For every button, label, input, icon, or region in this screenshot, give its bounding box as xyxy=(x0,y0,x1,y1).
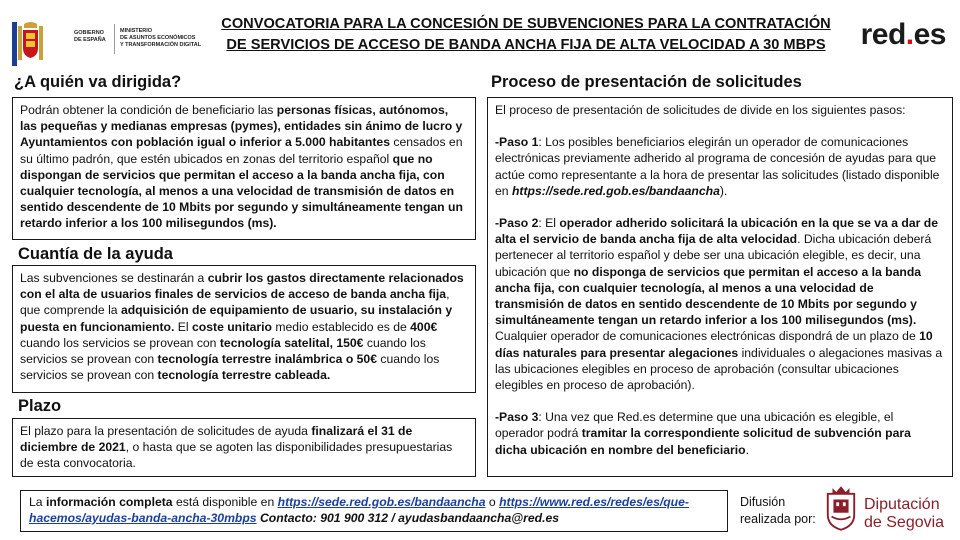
gobierno-logo xyxy=(6,10,206,60)
plazo-text: El plazo para la presentación de solicitudes de ayuda finalizará el 31 de diciembre de 2021, o hasta que se agoten las disponibilidades presupuestarias de esta convocatoria. xyxy=(20,424,453,471)
paso-1: -Paso 1: Los posibles beneficiarios elegirán un operador de comunicaciones electrónicas previamente adherido al programa de concesión de ayudas para que actúe como representante a la hora de presentar las solicitudes (listado disponible en https://sede.red.gob.es/bandaancha). xyxy=(495,135,940,198)
footer-link-red-es[interactable]: https://www.red.es/redes/es/que-hacemos/ayudas-banda-ancha-30mbps xyxy=(29,495,689,525)
gobierno-label xyxy=(74,30,106,44)
cuantia-text: Las subvenciones se destinarán a cubrir los gastos directamente relacionados con el alta de usuarios finales de servicios de acceso de banda ancha fija, que comprende la adquisición de equipamiento de usuario, su instalación y puesta en funcionamiento. El coste unitario medio establecido es de 400€ cuando los servicios se provean con tecnología satelital, 150€ cuando los servicios se provean con tecnología terrestre inalámbrica o 50€ cuando los servicios se provean con tecnología terrestre cableada. xyxy=(20,271,464,383)
quien-text: Podrán obtener la condición de beneficiario las personas físicas, autónomos, las pequeñas y medianas empresas (pymes), entidades sin ánimo de lucro y Ayuntamientos con población igual o inferior a 5.000 habitantes censados en su último padrón, que estén ubicados en zonas del territorio español que no dispongan de servicios que permitan el acceso a la banda ancha fija, con cualquier tecnología, al menos a una velocidad de transmisión de datos en sentido descendente de 10 Mbits por segundo y simultáneamente tengan un retardo inferior a los 100 milisegundos (ms). xyxy=(20,103,463,231)
box-cuantia xyxy=(12,265,476,393)
paso-3: -Paso 3: Una vez que Red.es determine que una ubicación es elegible, el operador podrá tramitar la correspondiente solicitud de subvención para dicha ubicación en nombre del beneficiario. xyxy=(495,410,911,457)
diputacion-crest-icon xyxy=(824,484,858,532)
difusion-label xyxy=(740,494,816,528)
title-line-1: CONVOCATORIA PARA LA CONCESIÓN DE SUBVENCIONES PARA LA CONTRATACIÓN xyxy=(221,16,831,32)
ministerio-line-2: DE ASUNTOS ECONÓMICOS xyxy=(120,35,196,41)
paso-1-link[interactable]: https://sede.red.gob.es/bandaancha xyxy=(511,183,720,198)
diputacion-line-2: de Segovia xyxy=(864,514,945,531)
box-quien xyxy=(12,97,476,240)
red-es-logo xyxy=(861,18,946,52)
heading-quien: ¿A quién va dirigida? xyxy=(14,73,182,91)
footer-link-sede[interactable]: https://sede.red.gob.es/bandaancha xyxy=(277,495,486,509)
ministerio-line-3: Y TRANSFORMACIÓN DIGITAL xyxy=(120,42,202,48)
difusion-line-2: realizada por: xyxy=(740,512,816,526)
box-plazo xyxy=(12,418,476,477)
logo-red: red xyxy=(860,18,906,51)
proceso-intro: El proceso de presentación de solicitudes de divide en los siguientes pasos: xyxy=(495,103,906,117)
page-title xyxy=(210,14,842,56)
logo-es: es xyxy=(913,18,946,51)
box-proceso xyxy=(487,97,953,477)
diputacion-logo-text xyxy=(864,496,944,532)
spain-coat-of-arms-icon xyxy=(12,22,74,66)
footer-text: La información completa está disponible en https://sede.red.gob.es/bandaancha o https://www.red.es/redes/es/que-hacemos/ayudas-banda-ancha-30mbps Contacto: 901 900 312 / ayudasbandaancha@red.es xyxy=(29,495,689,525)
difusion-line-1: Difusión xyxy=(740,495,786,509)
diputacion-line-1: Diputación xyxy=(864,496,940,513)
ministerio-label xyxy=(120,28,201,49)
heading-cuantia: Cuantía de la ayuda xyxy=(18,245,173,263)
title-line-2: DE SERVICIOS DE ACCESO DE BANDA ANCHA FIJA DE ALTA VELOCIDAD A 30 MBPS xyxy=(226,37,826,53)
heading-proceso: Proceso de presentación de solicitudes xyxy=(491,73,802,91)
logo-dot: . xyxy=(905,18,914,51)
gobierno-line-2: DE ESPAÑA xyxy=(74,37,106,43)
ministerio-line-1: MINISTERIO xyxy=(120,28,153,34)
gobierno-line-1: GOBIERNO xyxy=(74,30,104,36)
footer-contact: Contacto: 901 900 312 / ayudasbandaancha@red.es xyxy=(256,511,560,525)
heading-plazo: Plazo xyxy=(18,397,62,415)
box-footer xyxy=(20,490,728,532)
paso-2: -Paso 2: El operador adherido solicitará la ubicación en la que se va a dar de alta el servicio de banda ancha fija de alta velocidad. Dicha ubicación deberá pertenecer al territorio español y debe ser una ubicación elegible, es decir, una ubicación que no disponga de servicios que permitan el acceso a la banda ancha fija, con cualquier tecnología, al menos a una velocidad de transmisión de datos en sentido descendente de 10 Mbits por segundo y simultáneamente tengan un retardo inferior a los 100 milisegundos (ms). Cualquier operador de comunicaciones electrónicas dispondrá de un plazo de 10 días naturales para presentar alegaciones individuales o alegaciones masivas a las ubicaciones elegibles en proceso de aprobación (consultar ubicaciones elegibles en proceso de aprobación). xyxy=(495,216,943,393)
